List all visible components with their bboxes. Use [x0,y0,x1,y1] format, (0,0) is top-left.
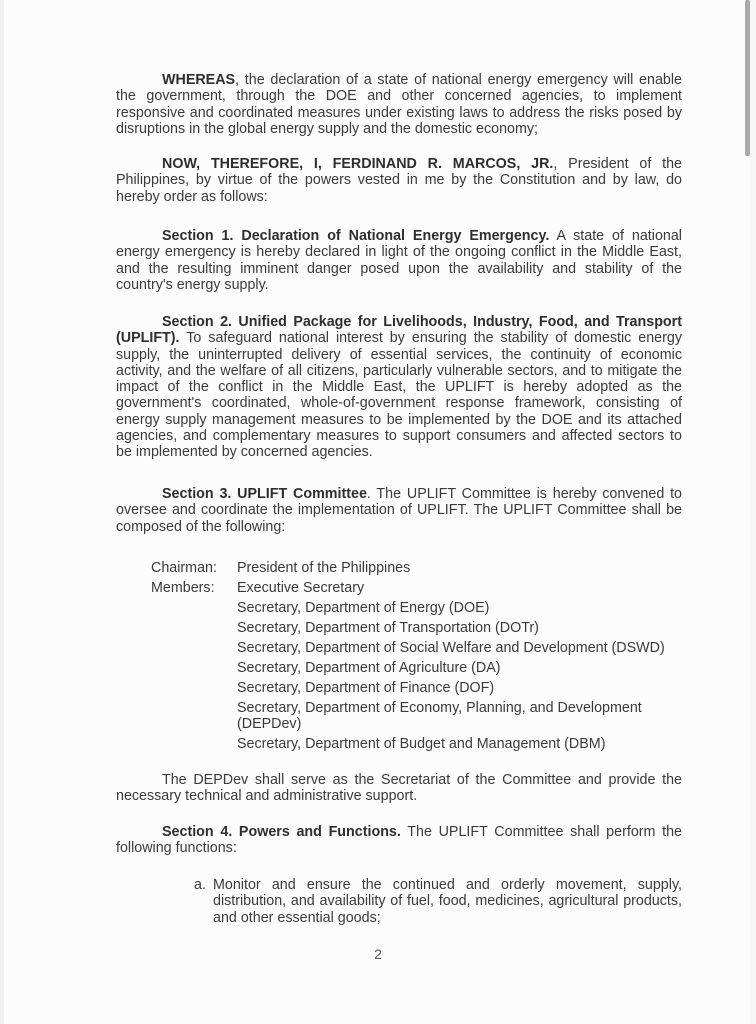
committee-member: Secretary, Department of Budget and Management (DBM) [237,736,606,752]
committee-member-row [151,658,691,678]
section-2-paragraph [116,314,682,461]
section-4-text: The UPLIFT Committee shall perform the following functions: [116,824,682,857]
now-therefore-text: , President of the Philippines, by virtue of the powers vested in me by the Constitution and by law, do hereby order as follows: [116,156,682,205]
page-left-edge [0,0,4,1024]
section-1-text: A state of national energy emergency is hereby declared in light of the ongoing conflict in the Middle East, and the resulting imminent danger posed upon the availability and stability of the country's energy supply. [116,228,682,293]
committee-member-row [151,678,691,698]
section-3-paragraph [116,486,682,535]
committee-member-row [151,638,691,658]
now-therefore-paragraph [116,156,682,205]
committee-member: Secretary, Department of Social Welfare and Development (DSWD) [237,640,665,656]
section-3-heading: Section 3. UPLIFT Committee [162,486,367,502]
committee-member: Secretary, Department of Agriculture (DA) [237,660,501,676]
secretariat-paragraph: The DEPDev shall serve as the Secretariat of the Committee and provide the necessary technical and administrative support. [116,772,682,805]
scrollbar-thumb[interactable] [745,0,750,156]
function-item-marker: a. [194,877,206,893]
committee-composition [151,558,691,754]
whereas-text: , the declaration of a state of national energy emergency will enable the government, through the DOE and other concerned agencies, to implement responsive and coordinated measures under existing laws to address the risks posed by disruptions in the global energy supply and the domestic economy; [116,72,682,137]
committee-member: Secretary, Department of Economy, Planning, and Development (DEPDev) [237,700,642,732]
committee-member: Secretary, Department of Finance (DOF) [237,680,495,696]
committee-member-row [151,578,691,598]
committee-member: Secretary, Department of Transportation (DOTr) [237,620,539,636]
section-2-text: To safeguard national interest by ensuring the stability of domestic energy supply, the uninterrupted delivery of essential services, the continuity of economic activity, and the welfare of all citizens, particularly vulnerable sectors, and to mitigate the impact of the conflict in the Middle East, the UPLIFT is hereby adopted as the government's coordinated, whole-of-government response framework, consisting of energy supply management measures to be implemented by the DOE and its attached agencies, and complementary measures to support consumers and affected sectors to be implemented by concerned agencies. [116,330,682,461]
committee-member-row [151,698,691,734]
whereas-paragraph [116,72,682,137]
function-item-text: Monitor and ensure the continued and orderly movement, supply, distribution, and availability of fuel, food, medicines, agricultural products, and other essential goods; [213,877,682,926]
section-2-heading: Section 2. Unified Package for Livelihoods, Industry, Food, and Transport (UPLIFT). [116,314,682,347]
members-label: Members: [151,580,215,596]
committee-member: Executive Secretary [237,580,365,596]
section-1-heading: Section 1. Declaration of National Energy Emergency. [162,228,550,244]
section-1-paragraph [116,228,682,293]
section-4-heading: Section 4. Powers and Functions. [162,824,401,840]
whereas-lead: WHEREAS [162,72,236,88]
committee-member-row [151,598,691,618]
section-4-paragraph [116,824,682,857]
committee-member: Secretary, Department of Energy (DOE) [237,600,490,616]
now-therefore-lead: NOW, THEREFORE, I, FERDINAND R. MARCOS, JR. [162,156,554,172]
committee-chairman-row [151,558,691,578]
committee-member-row [151,734,691,754]
scrollbar-track[interactable] [750,0,756,1024]
committee-member-row [151,618,691,638]
chairman-name: President of the Philippines [237,560,411,576]
function-item [194,877,682,926]
page-number: 2 [374,946,382,962]
chairman-label: Chairman: [151,560,217,576]
section-3-text: . The UPLIFT Committee is hereby convened to oversee and coordinate the implementation of UPLIFT. The UPLIFT Committee shall be composed of the following: [116,486,682,535]
